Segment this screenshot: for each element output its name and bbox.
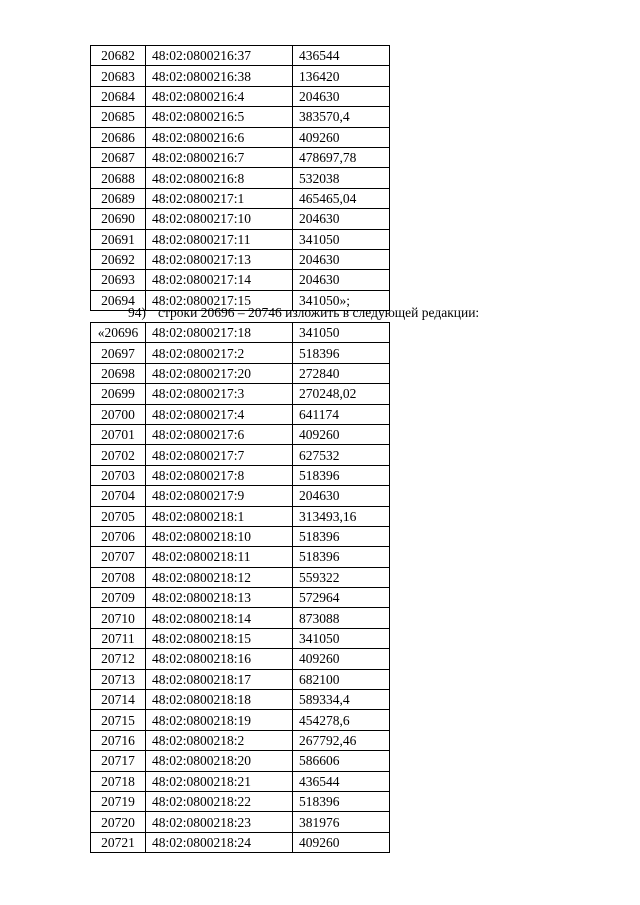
row-number-cell: 20704	[91, 486, 146, 506]
cadastral-number-cell: 48:02:0800218:17	[146, 669, 293, 689]
table-row	[91, 588, 390, 608]
table-row	[91, 323, 390, 343]
value-cell: 454278,6	[293, 710, 390, 730]
row-number-cell: 20711	[91, 628, 146, 648]
value-cell: 518396	[293, 547, 390, 567]
table-row	[91, 486, 390, 506]
row-number-cell: 20689	[91, 188, 146, 208]
cadastral-number-cell: 48:02:0800216:8	[146, 168, 293, 188]
table-row	[91, 424, 390, 444]
value-cell: 204630	[293, 209, 390, 229]
cadastral-number-cell: 48:02:0800218:16	[146, 649, 293, 669]
cadastral-number-cell: 48:02:0800216:4	[146, 86, 293, 106]
row-number-cell: 20686	[91, 127, 146, 147]
table-row	[91, 107, 390, 127]
table-row	[91, 751, 390, 771]
row-number-cell: 20693	[91, 270, 146, 290]
table-row	[91, 86, 390, 106]
registry-table-top	[90, 45, 390, 311]
value-cell: 532038	[293, 168, 390, 188]
table-row	[91, 127, 390, 147]
cadastral-number-cell: 48:02:0800217:18	[146, 323, 293, 343]
table-row	[91, 771, 390, 791]
table-row	[91, 547, 390, 567]
row-number-cell: 20714	[91, 690, 146, 710]
cadastral-number-cell: 48:02:0800217:14	[146, 270, 293, 290]
value-cell: 436544	[293, 46, 390, 66]
row-number-cell: 20690	[91, 209, 146, 229]
value-cell: 341050	[293, 229, 390, 249]
table-row	[91, 363, 390, 383]
cadastral-number-cell: 48:02:0800218:20	[146, 751, 293, 771]
row-number-cell: 20720	[91, 812, 146, 832]
cadastral-number-cell: 48:02:0800217:8	[146, 465, 293, 485]
cadastral-number-cell: 48:02:0800217:6	[146, 424, 293, 444]
value-cell: 381976	[293, 812, 390, 832]
cadastral-number-cell: 48:02:0800218:13	[146, 588, 293, 608]
row-number-cell: 20688	[91, 168, 146, 188]
cadastral-number-cell: 48:02:0800218:14	[146, 608, 293, 628]
value-cell: 272840	[293, 363, 390, 383]
row-number-cell: 20692	[91, 249, 146, 269]
value-cell: 136420	[293, 66, 390, 86]
cadastral-number-cell: 48:02:0800218:10	[146, 526, 293, 546]
value-cell: 518396	[293, 526, 390, 546]
value-cell: 873088	[293, 608, 390, 628]
amendment-item	[88, 305, 479, 321]
amendment-item-text: строки 20696 – 20746 изложить в следующей редакции:	[158, 305, 480, 320]
value-cell: 478697,78	[293, 147, 390, 167]
value-cell: 682100	[293, 669, 390, 689]
row-number-cell: 20717	[91, 751, 146, 771]
row-number-cell: 20706	[91, 526, 146, 546]
value-cell: 204630	[293, 86, 390, 106]
cadastral-number-cell: 48:02:0800218:12	[146, 567, 293, 587]
amendment-item-number: 94)	[128, 305, 146, 320]
registry-table-top-body	[91, 46, 390, 311]
value-cell: 267792,46	[293, 730, 390, 750]
table-row	[91, 690, 390, 710]
value-cell: 409260	[293, 649, 390, 669]
row-number-cell: 20687	[91, 147, 146, 167]
value-cell: 341050	[293, 628, 390, 648]
row-number-cell: 20719	[91, 791, 146, 811]
table-row	[91, 188, 390, 208]
table-row	[91, 567, 390, 587]
table-row	[91, 649, 390, 669]
table-row	[91, 669, 390, 689]
row-number-cell: 20715	[91, 710, 146, 730]
cadastral-number-cell: 48:02:0800218:18	[146, 690, 293, 710]
value-cell: 518396	[293, 343, 390, 363]
value-cell: 572964	[293, 588, 390, 608]
value-cell: 465465,04	[293, 188, 390, 208]
cadastral-number-cell: 48:02:0800218:24	[146, 832, 293, 852]
table-row	[91, 465, 390, 485]
cadastral-number-cell: 48:02:0800217:10	[146, 209, 293, 229]
cadastral-number-cell: 48:02:0800217:13	[146, 249, 293, 269]
row-number-cell: 20699	[91, 384, 146, 404]
value-cell: 313493,16	[293, 506, 390, 526]
table-row	[91, 66, 390, 86]
row-number-cell: 20705	[91, 506, 146, 526]
row-number-cell: 20703	[91, 465, 146, 485]
table-row	[91, 168, 390, 188]
row-number-cell: 20712	[91, 649, 146, 669]
cadastral-number-cell: 48:02:0800216:6	[146, 127, 293, 147]
value-cell: 204630	[293, 249, 390, 269]
cadastral-number-cell: 48:02:0800216:7	[146, 147, 293, 167]
table-row	[91, 812, 390, 832]
cadastral-number-cell: 48:02:0800218:22	[146, 791, 293, 811]
table-row	[91, 832, 390, 852]
cadastral-number-cell: 48:02:0800217:4	[146, 404, 293, 424]
row-number-cell: «20696	[91, 323, 146, 343]
value-cell: 518396	[293, 465, 390, 485]
cadastral-number-cell: 48:02:0800216:38	[146, 66, 293, 86]
table-row	[91, 249, 390, 269]
value-cell: 589334,4	[293, 690, 390, 710]
cadastral-number-cell: 48:02:0800218:23	[146, 812, 293, 832]
value-cell: 559322	[293, 567, 390, 587]
value-cell: 341050	[293, 323, 390, 343]
row-number-cell: 20718	[91, 771, 146, 791]
registry-table-bottom	[90, 322, 390, 853]
value-cell: 270248,02	[293, 384, 390, 404]
row-number-cell: 20697	[91, 343, 146, 363]
table-row	[91, 270, 390, 290]
value-cell: 409260	[293, 127, 390, 147]
value-cell: 436544	[293, 771, 390, 791]
table-row	[91, 147, 390, 167]
table-row	[91, 628, 390, 648]
row-number-cell: 20682	[91, 46, 146, 66]
row-number-cell: 20683	[91, 66, 146, 86]
row-number-cell: 20685	[91, 107, 146, 127]
cadastral-number-cell: 48:02:0800217:11	[146, 229, 293, 249]
value-cell: 204630	[293, 486, 390, 506]
value-cell: 383570,4	[293, 107, 390, 127]
cadastral-number-cell: 48:02:0800218:2	[146, 730, 293, 750]
value-cell: 409260	[293, 832, 390, 852]
row-number-cell: 20702	[91, 445, 146, 465]
cadastral-number-cell: 48:02:0800217:3	[146, 384, 293, 404]
table-row	[91, 384, 390, 404]
value-cell: 409260	[293, 424, 390, 444]
cadastral-number-cell: 48:02:0800216:5	[146, 107, 293, 127]
row-number-cell: 20701	[91, 424, 146, 444]
row-number-cell: 20710	[91, 608, 146, 628]
cadastral-number-cell: 48:02:0800218:11	[146, 547, 293, 567]
row-number-cell: 20721	[91, 832, 146, 852]
row-number-cell: 20694	[91, 290, 146, 310]
value-cell: 518396	[293, 791, 390, 811]
row-number-cell: 20698	[91, 363, 146, 383]
row-number-cell: 20708	[91, 567, 146, 587]
table-row	[91, 608, 390, 628]
row-number-cell: 20684	[91, 86, 146, 106]
cadastral-number-cell: 48:02:0800217:9	[146, 486, 293, 506]
row-number-cell: 20709	[91, 588, 146, 608]
row-number-cell: 20716	[91, 730, 146, 750]
value-cell: 627532	[293, 445, 390, 465]
table-row	[91, 710, 390, 730]
cadastral-number-cell: 48:02:0800217:1	[146, 188, 293, 208]
cadastral-number-cell: 48:02:0800218:21	[146, 771, 293, 791]
row-number-cell: 20713	[91, 669, 146, 689]
row-number-cell: 20691	[91, 229, 146, 249]
cadastral-number-cell: 48:02:0800218:19	[146, 710, 293, 730]
table-row	[91, 730, 390, 750]
table-row	[91, 506, 390, 526]
cadastral-number-cell: 48:02:0800216:37	[146, 46, 293, 66]
table-row	[91, 791, 390, 811]
value-cell: 586606	[293, 751, 390, 771]
cadastral-number-cell: 48:02:0800217:7	[146, 445, 293, 465]
row-number-cell: 20700	[91, 404, 146, 424]
table-row	[91, 404, 390, 424]
cadastral-number-cell: 48:02:0800218:1	[146, 506, 293, 526]
value-cell: 204630	[293, 270, 390, 290]
table-row	[91, 343, 390, 363]
cadastral-number-cell: 48:02:0800217:15	[146, 290, 293, 310]
row-number-cell: 20707	[91, 547, 146, 567]
table-row	[91, 229, 390, 249]
cadastral-number-cell: 48:02:0800218:15	[146, 628, 293, 648]
registry-table-bottom-body	[91, 323, 390, 853]
table-row	[91, 445, 390, 465]
cadastral-number-cell: 48:02:0800217:2	[146, 343, 293, 363]
cadastral-number-cell: 48:02:0800217:20	[146, 363, 293, 383]
value-cell: 641174	[293, 404, 390, 424]
table-row	[91, 209, 390, 229]
table-row	[91, 526, 390, 546]
value-cell: 341050»;	[293, 290, 390, 310]
table-row	[91, 46, 390, 66]
